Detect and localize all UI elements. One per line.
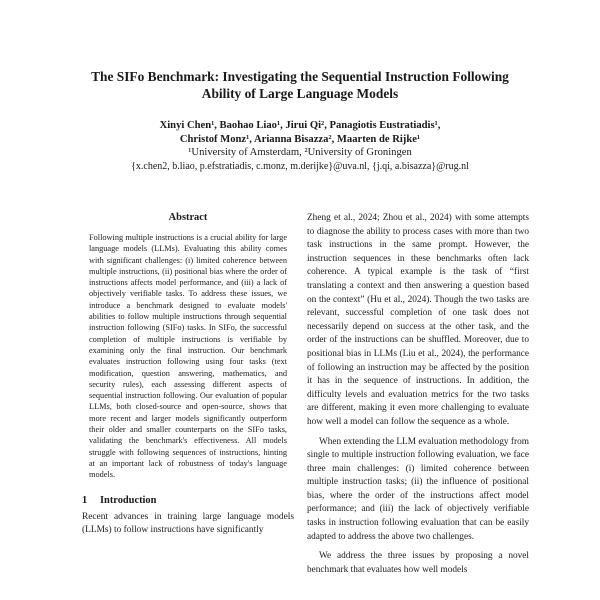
introduction-paragraph: Recent advances in training large language models (LLMs) to follow instructions have significantly bbox=[82, 511, 294, 536]
author-block bbox=[40, 119, 560, 173]
body-paragraph-1: Zheng et al., 2024; Zhou et al., 2024) with some attempts to diagnose the ability to process cases with more than two task instructions in the same prompt. However, the instruction sequences in these benchmarks often lack coherence. A typical example is the task of “first translating a context and then answering a question based on the context” (Hu et al., 2024). Though the two tasks are relevant, successful completion of one task does not necessarily depend on success at the other task, and the order of the instructions can be shuffled. Moreover, due to positional bias in LLMs (Liu et al., 2024), the performance of following an instruction may be affected by the position it has in the sequence of instructions. In addition, the difficulty levels and evaluation metrics for the two tasks are different, making it even more challenging to evaluate how well a model can follow the sequence as a whole. bbox=[307, 213, 529, 427]
section-title: Introduction bbox=[100, 494, 157, 506]
abstract-text: Following multiple instructions is a crucial ability for large language models (LLMs). Evaluating this ability comes with significant challenges: (i) limited coherence between multiple instructions, (ii) positional bias where the order of instructions affects model performance, and (iii) a lack of objectively verifiable tasks. To address these issues, we introduce a benchmark designed to evaluate models' abilities to follow multiple instructions through sequential instruction following (SIFo) tasks. In SIFo, the successful completion of multiple instructions is verifiable by examining only the final instruction. Our benchmark evaluates instruction following using four tasks (text modification, question answering, mathematics, and security rules), each assessing different aspects of sequential instruction following. Our evaluation of popular LLMs, both closed-source and open-source, shows that more recent and larger models significantly outperform their older and smaller counterparts on the SIFo tasks, validating the benchmark's effectiveness. All models struggle with following sequences of instructions, hinting at an important lack of robustness of today's language models. bbox=[89, 233, 287, 480]
abstract-heading: Abstract bbox=[168, 212, 208, 223]
title-line-2: Ability of Large Language Models bbox=[201, 86, 399, 101]
right-column bbox=[307, 212, 529, 577]
left-column bbox=[82, 212, 294, 538]
body-paragraph-2: When extending the LLM evaluation methodology from single to multiple instruction following evaluation, we face three main challenges: (i) limited coherence between multiple instruction tasks; (ii) the influence of positional bias, where the order of the instructions affect model performance; and (iii) the lack of objectively verifiable tasks in instruction following evaluation that can be easily adapted to address the above two challenges. bbox=[307, 436, 529, 542]
author-names-line-2: Christof Monz¹, Arianna Bisazza², Maarten de Rijke¹ bbox=[179, 133, 421, 145]
affiliations: ¹University of Amsterdam, ²University of Groningen bbox=[188, 147, 412, 158]
paper-title bbox=[40, 68, 560, 102]
section-number: 1 bbox=[82, 494, 88, 506]
author-names-line-1: Xinyi Chen¹, Baohao Liao¹, Jirui Qi², Panagiotis Eustratiadis¹, bbox=[159, 120, 441, 131]
title-line-1: The SIFo Benchmark: Investigating the Sequential Instruction Following bbox=[91, 69, 509, 84]
section-heading-introduction bbox=[82, 495, 294, 506]
author-emails: {x.chen2, b.liao, p.efstratiadis, c.monz, m.derijke}@uva.nl, {j.qi, a.bisazza}@rug.nl bbox=[131, 160, 469, 172]
body-paragraph-3: We address the three issues by proposing a novel benchmark that evaluates how well models bbox=[307, 551, 529, 575]
